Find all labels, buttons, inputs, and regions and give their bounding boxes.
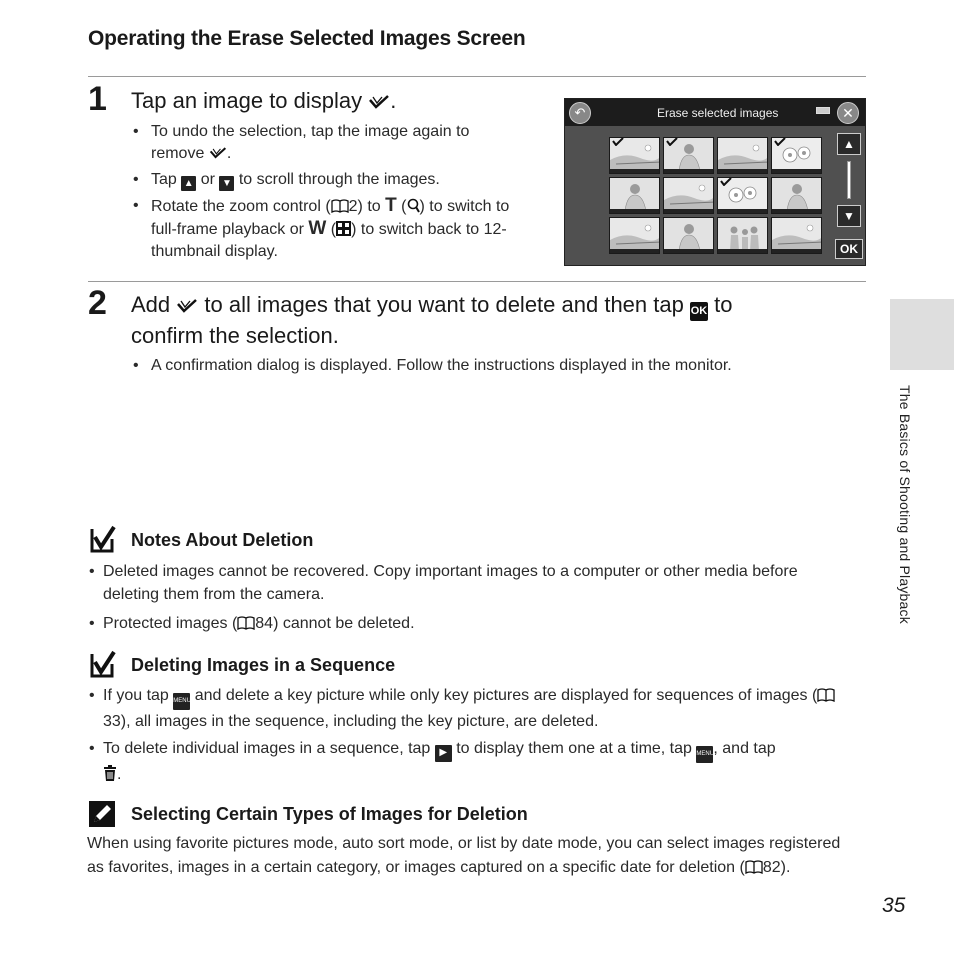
paragraph-text: When using favorite pictures mode, auto sort mode, or list by date mode, you can select images registered as favorites, images in a certain category, or images captured on a specific date for deletion (	[87, 835, 841, 876]
selected-check-icon	[612, 138, 624, 146]
back-icon[interactable]: ↶	[569, 102, 591, 124]
step-2-heading-text: confirm the selection.	[131, 323, 339, 348]
screen-title: Erase selected images	[657, 106, 779, 120]
step-2-heading-text: Add	[131, 292, 171, 317]
thumbnail-family[interactable]	[717, 217, 768, 254]
bullet-text: To undo the selection, tap the image again to remove	[151, 123, 470, 162]
step-2-number: 2	[88, 284, 107, 322]
thumbnail-landscape[interactable]	[609, 217, 660, 254]
down-arrow-icon: ▼	[219, 176, 234, 191]
bullet-text: 2) to	[348, 198, 381, 215]
thumbnail-flowers[interactable]	[717, 177, 768, 214]
scroll-up-button[interactable]: ▲	[837, 133, 861, 155]
selected-check-icon	[666, 138, 678, 146]
bullet-text: (	[330, 221, 337, 238]
thumbnail-landscape[interactable]	[663, 177, 714, 214]
selected-check-icon	[720, 178, 732, 186]
paragraph-text: 82).	[762, 859, 791, 876]
bullet-text: .	[226, 145, 232, 162]
bullet-text: .	[117, 766, 122, 783]
step-2-heading	[131, 290, 831, 350]
scroll-slider[interactable]	[847, 161, 851, 199]
bullet-text: Protected images (	[103, 615, 238, 632]
checkmark-icon	[176, 299, 198, 313]
step-1-number: 1	[88, 80, 107, 118]
thumbnail-person[interactable]	[609, 177, 660, 214]
tele-t-label: T	[385, 195, 397, 216]
divider-top	[88, 76, 866, 77]
chapter-tab	[890, 299, 954, 370]
caution-check-icon	[88, 525, 116, 553]
step-2-bullet: • A confirmation dialog is displayed. Follow the instructions displayed in the monitor.	[131, 355, 831, 377]
notes-deletion-heading: Notes About Deletion	[131, 530, 314, 550]
bullet-text: to display them one at a time, tap	[456, 740, 692, 757]
book-reference-icon	[817, 688, 835, 702]
playback-icon: ▶	[435, 745, 452, 762]
close-icon[interactable]: ✕	[837, 102, 859, 124]
certain-types-paragraph	[87, 832, 857, 880]
menu-icon: MENU	[696, 746, 713, 763]
trash-icon	[103, 765, 117, 781]
selected-check-icon	[774, 138, 786, 146]
step-1-heading	[131, 86, 396, 115]
bullet-text: to scroll through the images.	[238, 171, 440, 188]
bullet-text: and delete a key picture while only key pictures are displayed for sequences of images (	[194, 687, 818, 704]
thumbnail-landscape[interactable]	[771, 217, 822, 254]
ok-icon: OK	[690, 302, 708, 321]
book-reference-icon	[745, 860, 763, 874]
wide-w-label: W	[308, 218, 327, 239]
thumbnail-person[interactable]	[663, 217, 714, 254]
caution-check-icon	[88, 650, 116, 678]
bullet-text: or	[200, 171, 215, 188]
chapter-side-label: The Basics of Shooting and Playback	[897, 385, 913, 624]
checkmark-icon	[368, 95, 390, 109]
bullet-text: , and tap	[713, 740, 776, 757]
thumbnail-grid-icon	[336, 221, 351, 236]
step-2-heading-text: to all images that you want to delete and then tap	[204, 292, 684, 317]
bullet-text: To delete individual images in a sequence, tap	[103, 740, 431, 757]
thumbnail-landscape[interactable]	[717, 137, 768, 174]
sequence-bullet-2	[87, 737, 857, 786]
magnify-icon	[407, 198, 420, 213]
thumbnail-grid	[609, 137, 823, 255]
bullet-text: Tap	[151, 171, 177, 188]
certain-types-heading: Selecting Certain Types of Images for Deletion	[131, 804, 528, 824]
bullet-text: If you tap	[103, 687, 169, 704]
battery-icon	[816, 107, 830, 114]
screen-title-bar	[565, 99, 865, 126]
thumbnail-landscape[interactable]	[609, 137, 660, 174]
step-1-bullet-1	[131, 121, 511, 165]
page-number: 35	[882, 894, 906, 917]
up-arrow-icon: ▲	[181, 176, 196, 191]
scroll-down-button[interactable]: ▼	[837, 205, 861, 227]
book-reference-icon	[331, 199, 349, 213]
sequence-bullet-1	[87, 684, 857, 733]
notes-deletion-bullet-2	[87, 612, 857, 635]
step-1-heading-text: Tap an image to display	[131, 88, 363, 113]
thumbnail-person[interactable]	[663, 137, 714, 174]
step-1-bullet-2	[131, 169, 531, 191]
section-title: Operating the Erase Selected Images Screen	[88, 27, 526, 50]
notes-deletion-bullet-1: • Deleted images cannot be recovered. Copy important images to a computer or other media before deleting them from the camera.	[87, 560, 857, 606]
bullet-text: Rotate the zoom control (	[151, 198, 331, 215]
pencil-note-icon	[88, 800, 116, 828]
camera-screen	[564, 98, 866, 266]
bullet-text: 84) cannot be deleted.	[255, 615, 415, 632]
step-1-bullet-3	[131, 195, 526, 263]
bullet-text: ) to switch to full-frame playback or	[151, 198, 510, 238]
bullet-text: 33), all images in the sequence, including the key picture, are deleted.	[103, 713, 599, 730]
ok-button[interactable]: OK	[835, 239, 863, 259]
sequence-heading: Deleting Images in a Sequence	[131, 655, 396, 675]
thumbnail-flowers[interactable]	[771, 137, 822, 174]
step-1-heading-end: .	[390, 88, 397, 113]
menu-icon: MENU	[173, 693, 190, 710]
bullet-text: ) to switch back to 12-thumbnail display.	[151, 221, 507, 260]
book-reference-icon	[237, 616, 255, 630]
checkmark-icon	[209, 147, 227, 159]
thumbnail-person[interactable]	[771, 177, 822, 214]
bullet-text: (	[401, 198, 407, 215]
divider-mid	[88, 281, 866, 282]
step-2-heading-text: to	[714, 292, 733, 317]
